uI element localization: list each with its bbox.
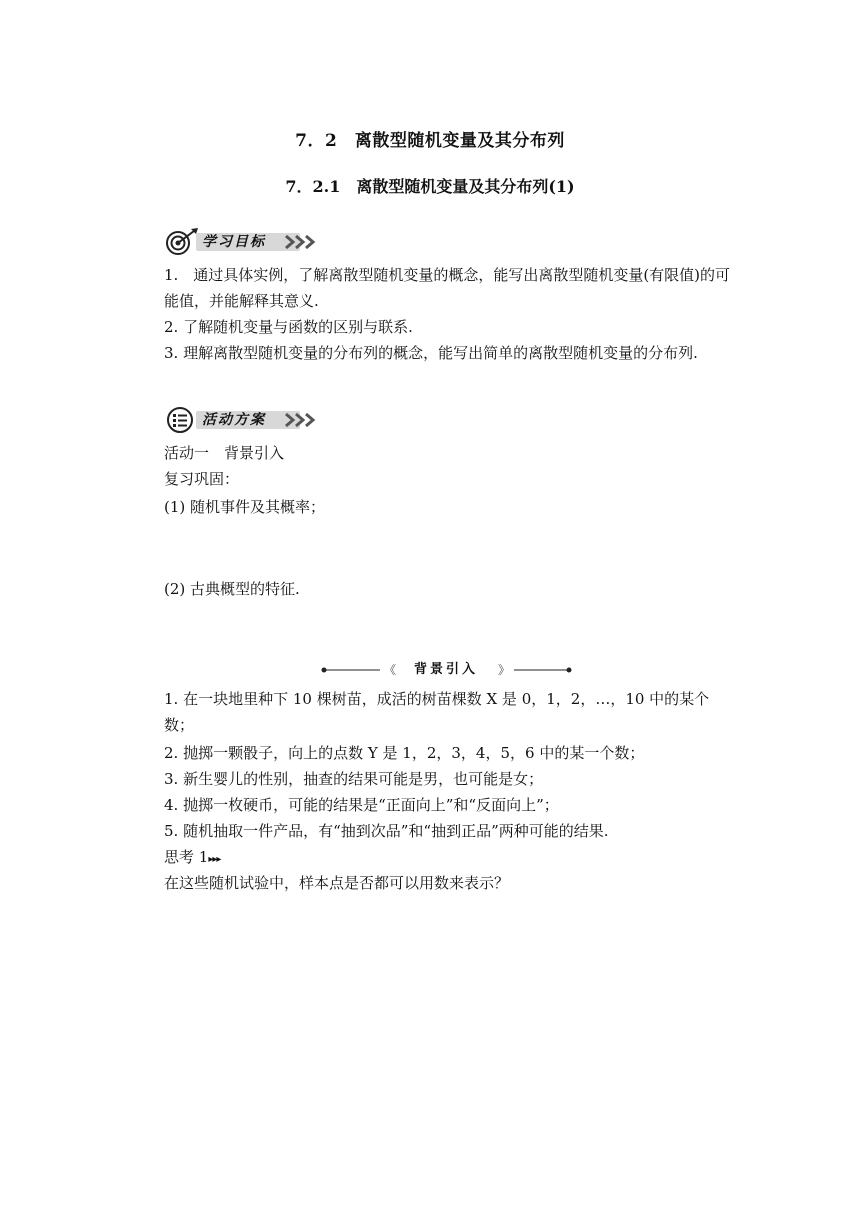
svg-text:《: 《 [384,663,397,677]
target-icon [164,228,200,256]
background-item-1: 1. 在一块地里种下 10 棵树苗，成活的树苗棵数 X 是 0，1，2，…，10 中的某个数； [164,690,710,734]
background-item-2: 2. 抛掷一颗骰子，向上的点数 Y 是 1，2，3，4，5，6 中的某一个数； [164,744,645,762]
banner-label: 活动方案 [202,412,266,428]
review-label: 复习巩固： [164,470,240,488]
background-item-4: 4. 抛掷一枚硬币，可能的结果是“正面向上”和“反面向上”； [164,796,559,814]
subsection-title: 7．2.1 离散型随机变量及其分布列(1) [285,177,575,196]
goal-item-1: 1. 通过具体实例，了解离散型随机变量的概念，能写出离散型随机变量(有限值)的可能值，并能解释其意义. [164,266,731,310]
review-item-2: (2) 古典概型的特征. [164,580,300,598]
background-divider [320,660,572,680]
banner-label: 学习目标 [202,234,266,250]
chevrons-icon [282,411,322,429]
goal-item-3: 3. 理解离散型随机变量的分布列的概念，能写出简单的离散型随机变量的分布列. [164,344,698,362]
svg-text:》: 》 [498,663,511,677]
section-title: 7．2 离散型随机变量及其分布列 [295,131,565,151]
list-icon [164,406,200,434]
goal-item-2: 2. 了解随机变量与函数的区别与联系. [164,318,413,336]
activity-title: 活动一 背景引入 [164,444,285,462]
think-heading [164,846,220,871]
activity-plan-banner [164,406,324,434]
chevrons-icon [282,233,322,251]
divider-label: 背景引入 [413,662,478,677]
think-label: 思考 1 [164,848,209,866]
background-item-5: 5. 随机抽取一件产品，有“抽到次品”和“抽到正品”两种可能的结果. [164,822,609,840]
think-question: 在这些随机试验中，样本点是否都可以用数来表示？ [164,874,510,892]
learning-goals-banner [164,228,324,256]
triple-arrow-icon: ▸▸▸ [208,854,221,865]
review-item-1: (1) 随机事件及其概率； [164,498,326,516]
background-item-3: 3. 新生婴儿的性别，抽查的结果可能是男，也可能是女； [164,770,544,788]
